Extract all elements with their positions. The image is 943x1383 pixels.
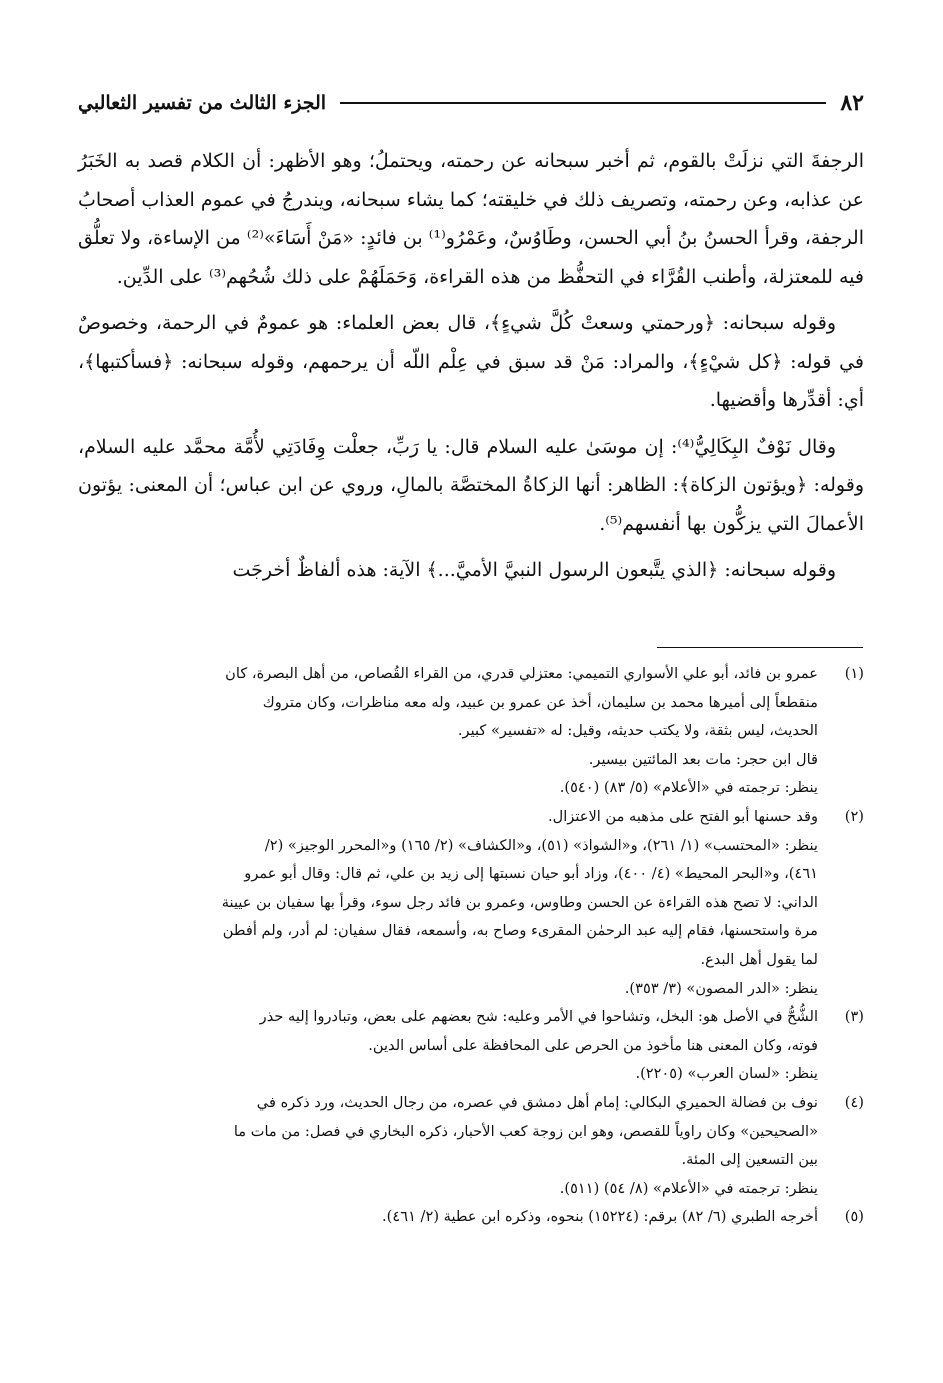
- footnote-line: وقد حسنها أبو الفتح على مذهبه من الاعتزال.: [547, 807, 818, 825]
- main-text: [78, 142, 864, 598]
- page-header: [78, 88, 864, 118]
- page-number: ٨٢: [840, 90, 864, 116]
- footnote-number: (٢): [844, 807, 864, 825]
- footnote-line: «الصحيحين» وكان راوياً للقصص، وهو ابن زوجة كعب الأحبار، ذكره البخاري في فصل: من مات ما: [233, 1122, 818, 1140]
- paragraph-3: وقال نَوْفٌ البِكَالِيُّ⁽⁴⁾: إن موسَىٰ عليه السلام قال: يا رَبِّ، جعلْت وِفَادَتِي لأُمَّة محمَّد عليه السلام، وقوله: ﴿ويؤتون الزكاة﴾: الظاهر: أنها الزكاةُ المختصَّة بالمالِ، وروي عن ابن عباس؛ أن المعنى: يؤتون الأعمالَ التي يزكُّون بها أنفسهم⁽⁵⁾.: [78, 435, 864, 535]
- footnote-5: [78, 1203, 864, 1232]
- footnote-line: فوته، وكان المعنى هنا مأخوذ من الحرص على المحافظة على أساس الدين.: [368, 1036, 818, 1054]
- paragraph-4: وقوله سبحانه: ﴿الذي يتَّبعون الرسول النبيَّ الأميَّ...﴾ الآية: هذه ألفاظٌ أخرجَت: [232, 559, 836, 581]
- footnote-line: ينظر: «المحتسب» (١/ ٢٦١)، و«الشواذ» (٥١)، و«الكشاف» (٢/ ١٦٥) و«المحرر الوجيز» (٢/: [264, 836, 818, 854]
- footnote-2: [78, 803, 864, 1003]
- footnote-line: الداني: لا تصح هذه القراءة عن الحسن وطاوس، وعمرو بن فائد رجل سوء، وقرأ بها سفيان بن عيينة: [221, 893, 818, 911]
- running-title: الجزء الثالث من تفسير الثعالبي: [78, 92, 327, 114]
- footnote-line: منقطعاً إلى أميرها محمد بن سليمان، أخذ عن عمرو بن عبيد، وله معه مناظرات، وكان متروك: [262, 693, 818, 711]
- footnote-line: بين التسعين إلى المئة.: [681, 1151, 818, 1169]
- footnote-line: ينظر: ترجمته في «الأعلام» (٥/ ٨٣) (٥٤٠).: [559, 779, 818, 797]
- footnote-number: (٥): [844, 1208, 864, 1226]
- footnote-1: [78, 660, 864, 803]
- footnote-line: الحديث، ليس بثقة، ولا يكتب حديثه، وقيل: له «تفسير» كبير.: [457, 722, 818, 740]
- footnote-number: (١): [844, 665, 864, 682]
- footnote-line: عمرو بن فائد، أبو علي الأسواري التميمي: معتزلي قدري، من القراء القُصاص، من أهل البصرة، كان: [225, 665, 818, 682]
- footnote-4: [78, 1089, 864, 1203]
- footnote-line: ينظر: «لسان العرب» (٢٢٠٥).: [635, 1065, 818, 1083]
- footnote-line: نوف بن فضالة الحميري البكالي: إمام أهل دمشق في عصره، من رجال الحديث، ورد ذكره في: [256, 1093, 818, 1111]
- paragraph-1: الرجفةَ التي نزلَتْ بالقوم، ثم أخبر سبحانه عن رحمته، ويحتملُ؛ وهو الأظهر: أن الكلام قصد به الخَبَرُ عن عذابه، وعن رحمته، وتصريف ذلك في خليقته؛ كما يشاء سبحانه، ويندرجُ في عموم العذاب أصحابُ الرجفة، وقرأ الحسنُ بنُ أبي الحسن، وطَاوُسٌ، وعَمْرُو⁽¹⁾ بن فائدٍ: «مَنْ أَسَاءَ»⁽²⁾ من الإساءة، ولا تعلُّق فيه للمعتزلة، وأطنب القُرَّاء في التحفُّظ من هذه القراءة، وَحَمَلَهُمْ على ذلك شُحُهم⁽³⁾ على الدِّين.: [78, 150, 864, 288]
- footnote-line: لما يقول أهل البدع.: [700, 950, 818, 968]
- footnote-separator: [657, 647, 863, 648]
- footnote-line: مرة واستحسنها، فقام إليه عبد الرحمٰن المقرىء وصاح به، وأسمعه، فقال سفيان: لم أدر، ولم أفطن: [222, 922, 818, 940]
- footnote-number: (٣): [844, 1008, 864, 1026]
- footnote-line: الشُّحُّ في الأصل هو: البخل، وتشاحوا في الأمر وعليه: شح بعضهم على بعض، وتبادروا إليه حذر: [259, 1008, 818, 1026]
- footnote-line: أخرجه الطبري (٦/ ٨٢) برقم: (١٥٢٢٤) بنحوه، وذكره ابن عطية (٢/ ٤٦١).: [382, 1208, 818, 1226]
- footnote-line: ينظر: ترجمته في «الأعلام» (٨/ ٥٤) (٥١١).: [559, 1179, 818, 1197]
- footnote-line: ينظر: «الدر المصون» (٣/ ٣٥٣).: [624, 979, 818, 997]
- paragraph-2: وقوله سبحانه: ﴿ورحمتي وسعتْ كُلَّ شيءٍ﴾، قال بعض العلماء: هو عمومٌ في الرحمة، وخصوصٌ في قوله: ﴿كل شيْءٍ﴾، والمراد: مَنْ قد سبق في عِلْم اللّه أن يرحمهم، وقوله سبحانه: ﴿فسأكتبها﴾، أي: أقدِّرها وأقضيها.: [78, 312, 864, 411]
- footnote-line: ٤٦١)، و«البحر المحيط» (٤/ ٤٠٠)، وزاد أبو حيان نسبتها إلى زيد بن علي، ثم قال: وقال أبو عمرو: [244, 865, 818, 883]
- footnote-number: (٤): [844, 1093, 864, 1111]
- footnotes: [78, 660, 864, 1232]
- footnote-line: قال ابن حجر: مات بعد المائتين بيسير.: [588, 750, 818, 768]
- header-rule: [340, 102, 826, 104]
- footnote-3: [78, 1003, 864, 1089]
